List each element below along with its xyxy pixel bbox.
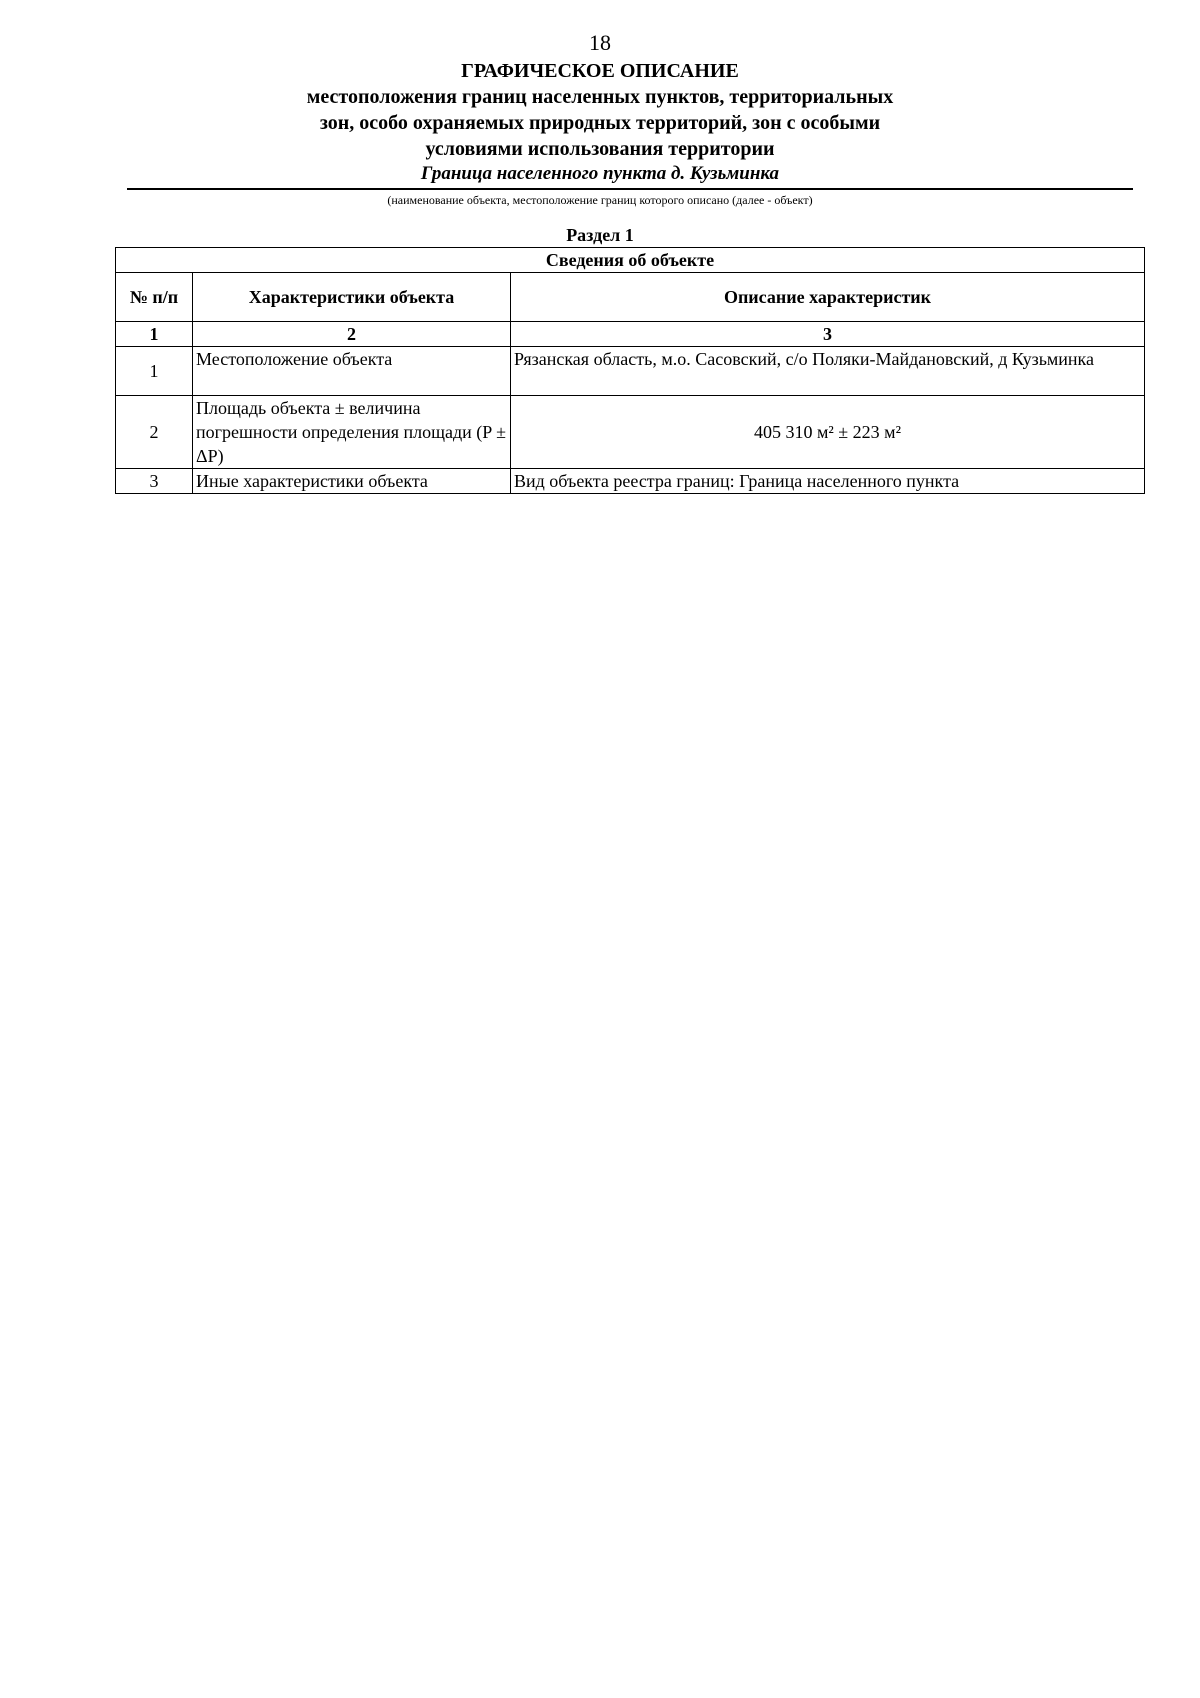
row-number: 2 bbox=[116, 396, 193, 469]
table-row bbox=[116, 469, 1145, 494]
document-header bbox=[0, 58, 1200, 162]
object-info-table bbox=[115, 247, 1145, 494]
table-title-row bbox=[116, 248, 1145, 273]
section-title: Раздел 1 bbox=[566, 225, 634, 245]
object-name-caption: (наименование объекта, местоположение границ которого описано (далее - объект) bbox=[387, 193, 813, 207]
document-subtitle-line-2: зон, особо охраняемых природных территорий, зон с особыми bbox=[319, 112, 881, 134]
column-number-1: 1 bbox=[116, 322, 193, 347]
row-description: Рязанская область, м.о. Сасовский, с/о Поляки-Майдановский, д Кузьминка bbox=[511, 347, 1145, 396]
row-description: Вид объекта реестра границ: Граница населенного пункта bbox=[511, 469, 1145, 494]
document-subtitle-line-3: условиями использования территории bbox=[425, 138, 775, 160]
table-row bbox=[116, 347, 1145, 396]
object-name: Граница населенного пункта д. Кузьминка bbox=[420, 163, 780, 184]
column-number-2: 2 bbox=[193, 322, 511, 347]
column-number-3: 3 bbox=[511, 322, 1145, 347]
column-numbers-row bbox=[116, 322, 1145, 347]
row-characteristic: Иные характеристики объекта bbox=[193, 469, 511, 494]
table-row bbox=[116, 396, 1145, 469]
document-title: ГРАФИЧЕСКОЕ ОПИСАНИЕ bbox=[461, 60, 739, 82]
document-subtitle-line-1: местоположения границ населенных пунктов, территориальных bbox=[306, 86, 894, 108]
row-characteristic: Площадь объекта ± величина погрешности определения площади (P ± ΔP) bbox=[193, 396, 511, 469]
table-title: Сведения об объекте bbox=[116, 248, 1145, 273]
object-name-underline bbox=[127, 188, 1133, 190]
column-header-characteristic: Характеристики объекта bbox=[193, 273, 511, 322]
row-description: 405 310 м² ± 223 м² bbox=[511, 396, 1145, 469]
column-header-number: № п/п bbox=[116, 273, 193, 322]
row-number: 1 bbox=[116, 347, 193, 396]
row-number: 3 bbox=[116, 469, 193, 494]
column-header-description: Описание характеристик bbox=[511, 273, 1145, 322]
table-header-row bbox=[116, 273, 1145, 322]
row-characteristic: Местоположение объекта bbox=[193, 347, 511, 396]
page-number: 18 bbox=[589, 30, 611, 55]
